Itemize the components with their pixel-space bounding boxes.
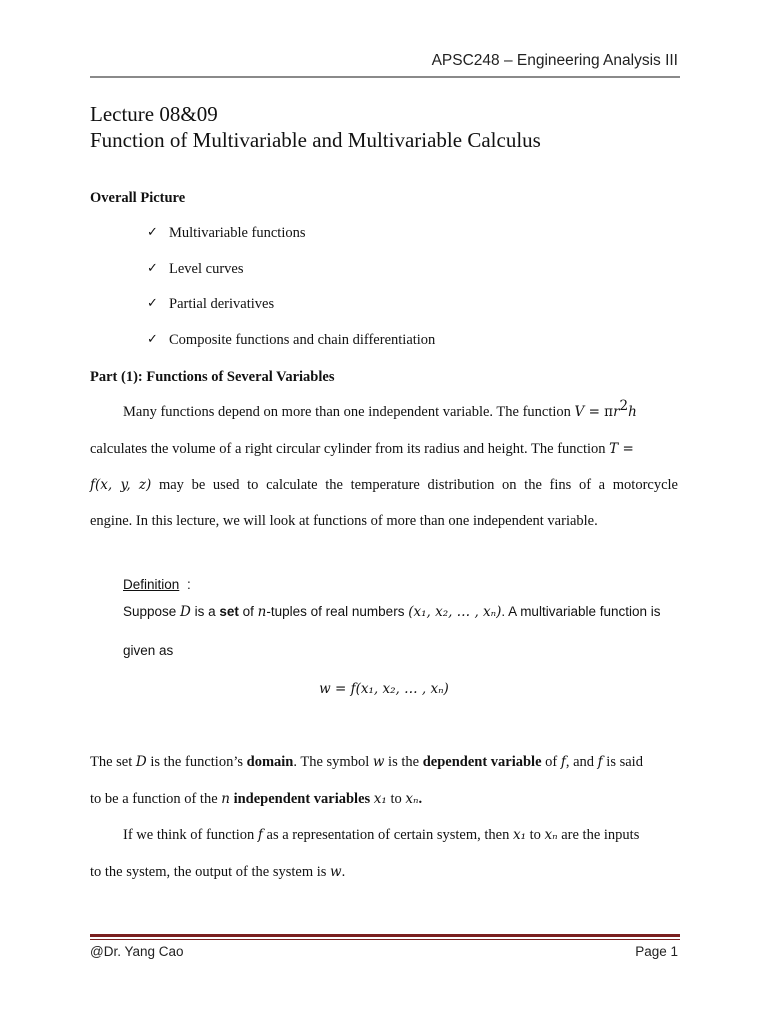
math-expr: T =	[609, 441, 634, 457]
math-var: r	[613, 404, 620, 420]
paragraph-line: engine. In this lecture, we will look at functions of more than one independent variable.	[90, 513, 598, 529]
text-run: The set	[90, 754, 136, 770]
math-op: = π	[584, 404, 614, 420]
running-header: APSC248 – Engineering Analysis III	[431, 52, 678, 69]
paragraph-line	[90, 864, 678, 881]
part1-heading: Part (1): Functions of Several Variables	[90, 369, 335, 385]
text-run: Many functions depend on more than one independent variable. The function	[123, 404, 575, 420]
list-item-text: Composite functions and chain differentiation	[169, 331, 436, 348]
math-superscript: 2	[619, 398, 629, 415]
paragraph-line	[90, 827, 678, 844]
text-run: , and	[565, 754, 598, 770]
overview-heading: Overall Picture	[90, 190, 186, 206]
math-var: D	[135, 754, 147, 770]
math-var: xₙ	[544, 827, 558, 843]
math-var: n	[221, 791, 230, 807]
definition-line: given as	[123, 643, 174, 658]
list-item-text: Level curves	[169, 260, 244, 277]
text-run: are the inputs	[557, 827, 640, 843]
text-run: as a representation of certain system, then	[262, 827, 513, 843]
emphasis-text: domain	[246, 754, 294, 770]
math-var: w	[372, 754, 385, 770]
math-var: x₁	[373, 791, 387, 807]
text-run: of	[238, 604, 258, 619]
list-item-text: Partial derivatives	[169, 296, 275, 312]
text-run: .	[341, 864, 346, 880]
list-item	[147, 260, 435, 296]
overview-list	[147, 224, 435, 366]
checkmark-icon: ✓	[147, 225, 158, 240]
lecture-title: Lecture 08&09	[90, 102, 218, 126]
paragraph-line	[90, 791, 678, 808]
definition-equation	[0, 680, 768, 698]
math-expr: (x₁, x₂, … , xₙ)	[408, 604, 502, 620]
list-item	[147, 295, 435, 331]
text-run: to	[525, 827, 545, 843]
list-item	[147, 331, 435, 367]
checkmark-icon: ✓	[147, 296, 158, 311]
definition-heading-text: Definition	[123, 577, 180, 592]
list-item-text: Multivariable functions	[169, 225, 306, 241]
text-run: .	[418, 791, 423, 807]
text-run: to the system, the output of the system is	[90, 864, 331, 880]
math-var: f	[257, 827, 263, 843]
lecture-subtitle: Function of Multivariable and Multivariable Calculus	[90, 128, 541, 152]
text-run: is the function’s	[146, 754, 247, 770]
paragraph-line	[90, 477, 678, 494]
footer-rule	[90, 939, 680, 940]
math-var: V	[574, 404, 585, 420]
paragraph-line	[90, 441, 678, 458]
page-number: Page 1	[635, 944, 678, 959]
text-run: If we think of function	[123, 827, 258, 843]
math-var: h	[628, 404, 637, 420]
text-run: is the	[384, 754, 423, 770]
math-var: f	[560, 754, 566, 770]
math-expr: f(x, y, z)	[90, 477, 152, 493]
emphasis-text: set	[219, 604, 239, 619]
math-expr: w = f(x₁, x₂, … , xₙ)	[319, 681, 449, 697]
definition-heading	[123, 577, 179, 592]
text-run: to be a function of the	[90, 791, 222, 807]
math-var: n	[257, 604, 267, 620]
math-var: f	[597, 754, 603, 770]
footer-rule	[90, 934, 680, 937]
text-run: . A multivariable function is	[501, 604, 661, 619]
text-run: Suppose	[123, 604, 181, 619]
text-run: to	[386, 791, 406, 807]
text-run: . The symbol	[293, 754, 373, 770]
header-rule	[90, 76, 680, 78]
emphasis-text: dependent variable	[422, 754, 542, 770]
checkmark-icon: ✓	[147, 260, 158, 276]
math-var: D	[180, 604, 191, 620]
definition-line	[123, 604, 678, 620]
math-var: x₁	[512, 827, 526, 843]
math-var: xₙ	[405, 791, 419, 807]
footer-author: @Dr. Yang Cao	[90, 944, 184, 959]
checkmark-icon: ✓	[147, 331, 158, 347]
paragraph-line	[90, 754, 678, 771]
text-run: of	[541, 754, 561, 770]
text-run: calculates the volume of a right circular cylinder from its radius and height. The function	[90, 441, 610, 457]
paragraph-line	[90, 398, 678, 421]
definition-colon: :	[187, 577, 191, 592]
list-item	[147, 224, 435, 260]
text-run: -tuples of real numbers	[266, 604, 409, 619]
text-run: is a	[190, 604, 220, 619]
text-run: is said	[602, 754, 643, 770]
text-run: may be used to calculate the temperature distribution on the fins of a motorcycle	[151, 477, 678, 493]
math-var: w	[330, 864, 342, 880]
emphasis-text: independent variables	[229, 791, 374, 807]
